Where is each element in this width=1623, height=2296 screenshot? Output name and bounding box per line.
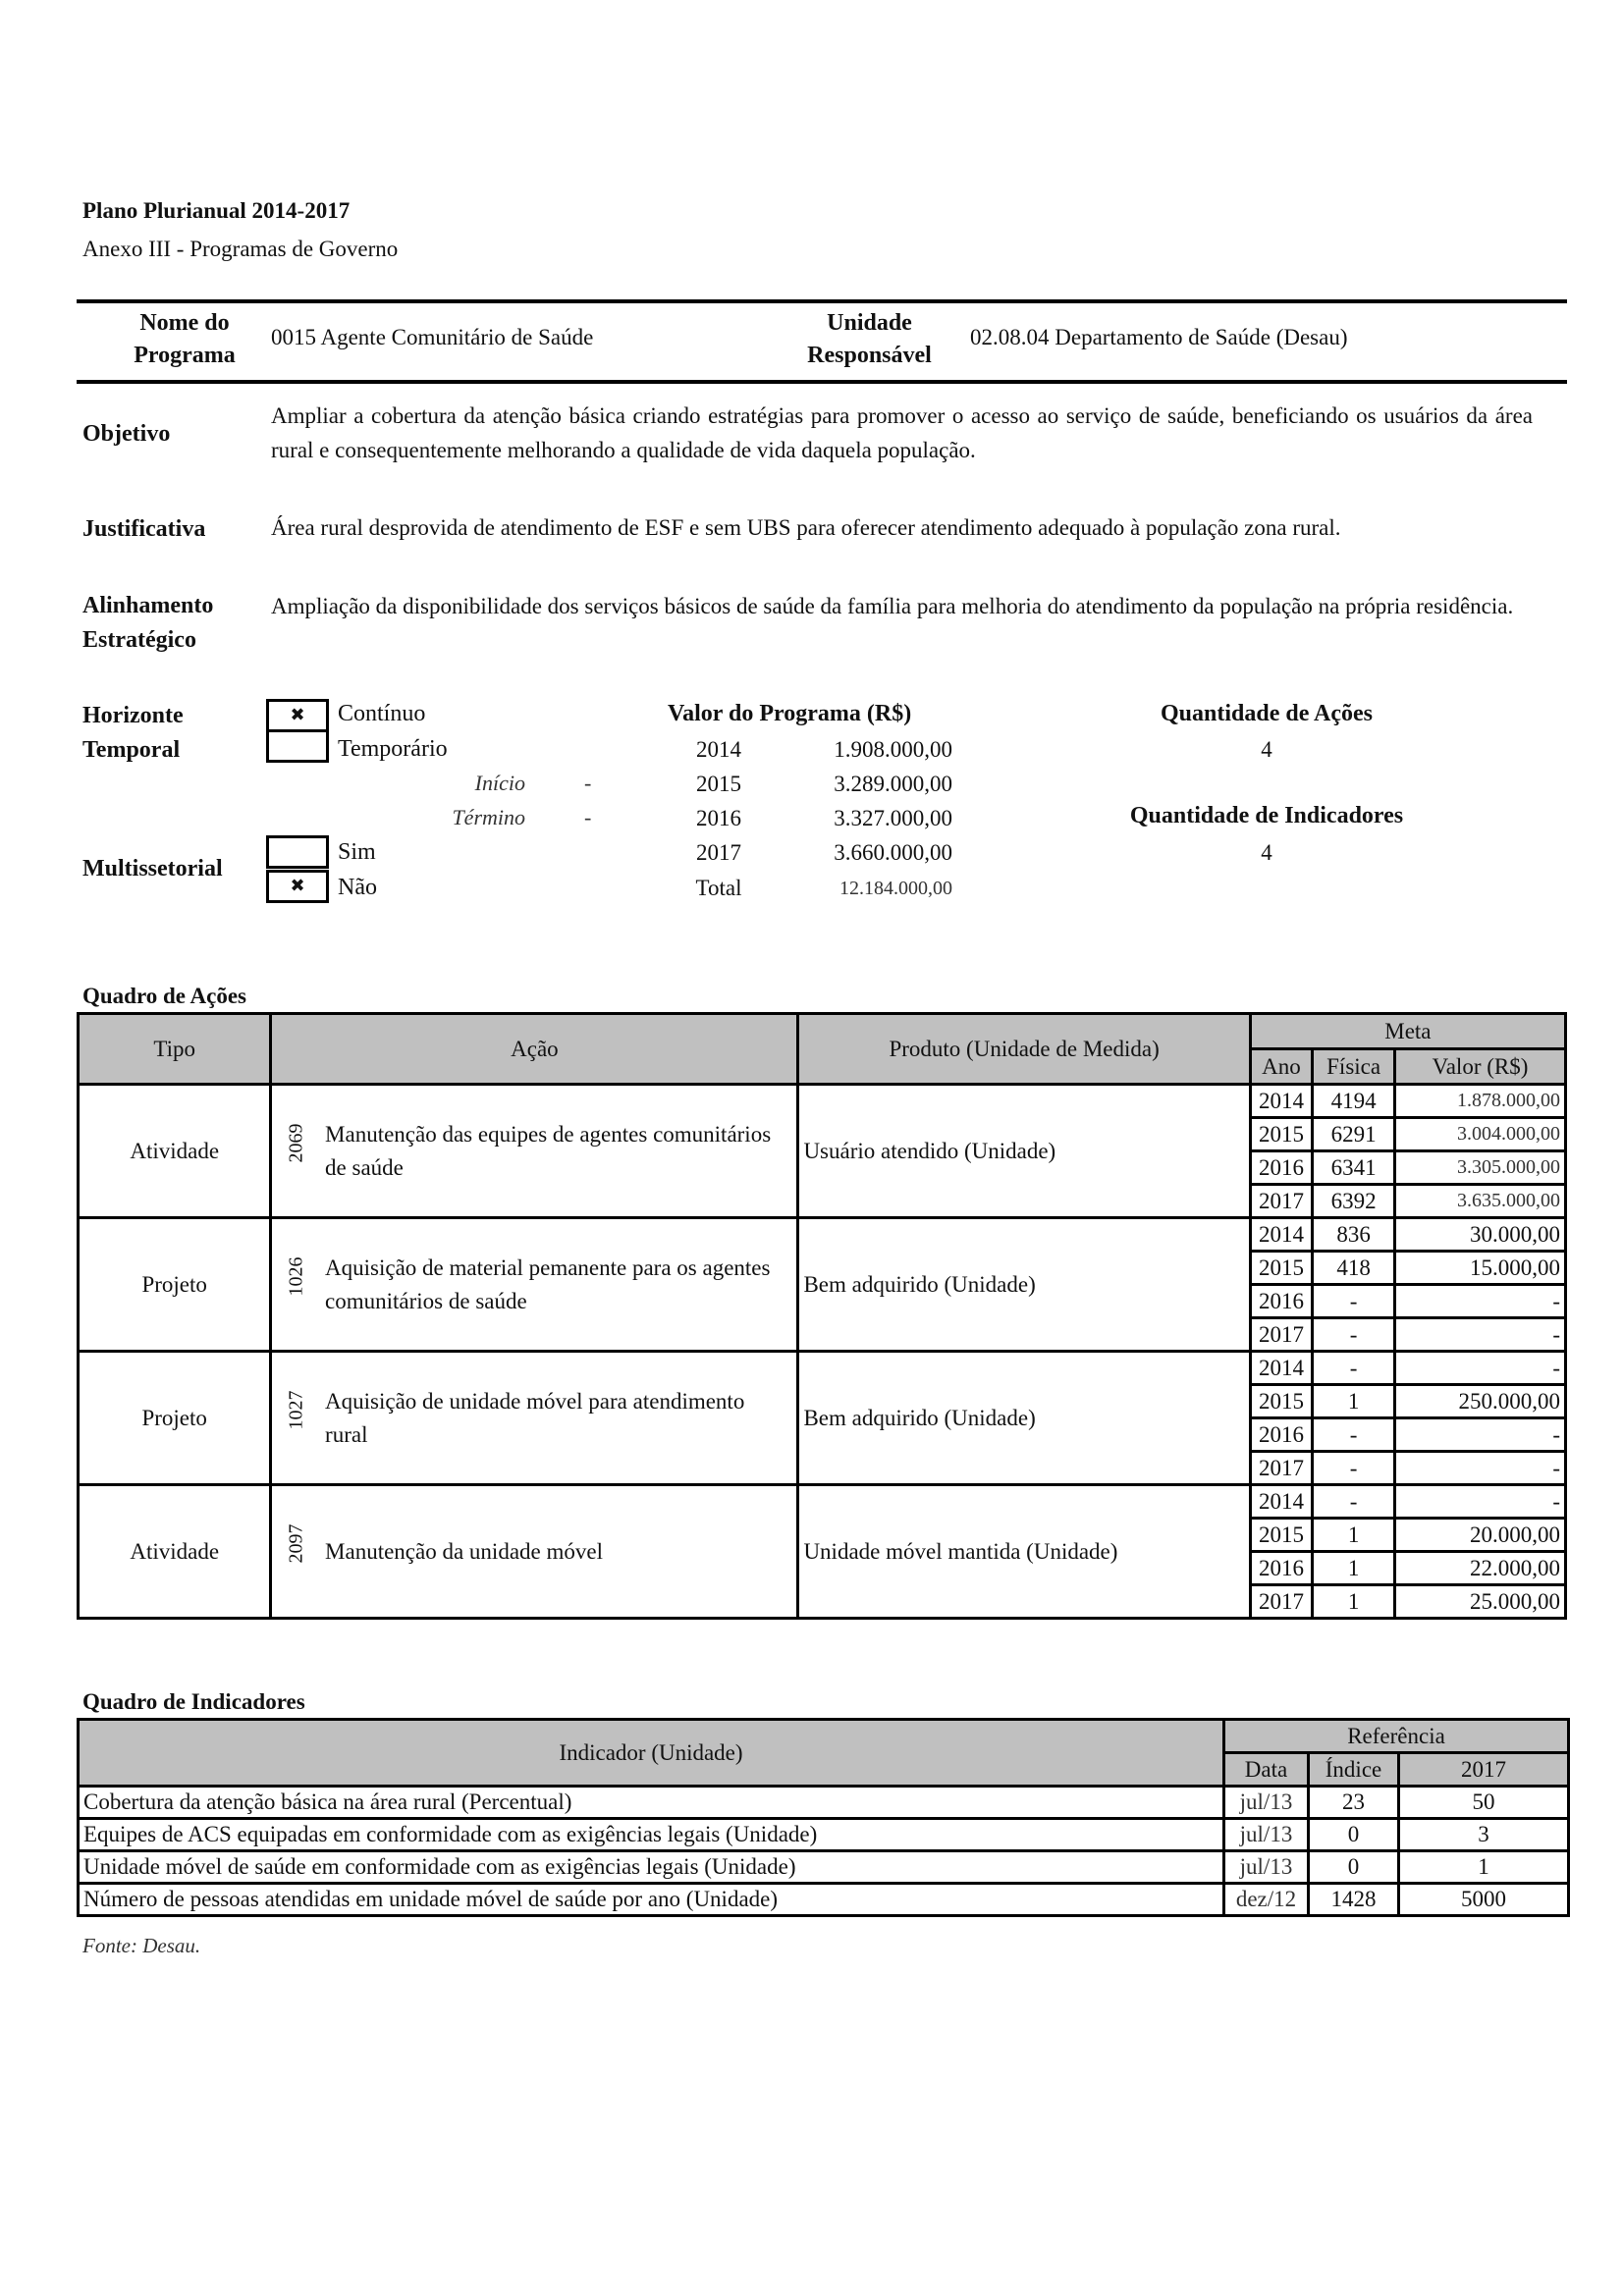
meta-valor: - [1395,1452,1566,1485]
meta-ano: 2014 [1250,1485,1312,1519]
indicator-index: 1428 [1309,1884,1399,1916]
temporario-checkbox[interactable] [266,729,329,763]
header-meta: Meta [1250,1014,1565,1049]
meta-ano: 2017 [1250,1318,1312,1352]
alinhamento-label [82,589,213,658]
meta-valor: 3.004.000,00 [1395,1118,1566,1151]
temporario-label: Temporário [338,736,448,762]
action-produto: Usuário atendido (Unidade) [798,1085,1250,1218]
meta-fisica: 418 [1313,1252,1395,1285]
quadro-indicadores-table [77,1718,1570,1917]
meta-ano: 2016 [1250,1552,1312,1585]
meta-valor: 15.000,00 [1395,1252,1566,1285]
meta-valor: 250.000,00 [1395,1385,1566,1418]
meta-ano: 2015 [1250,1118,1312,1151]
program-name-label-line2: Programa [134,343,236,368]
valor-amount: 3.289.000,00 [834,772,952,796]
indicator-target-2017: 1 [1399,1851,1569,1884]
valor-total-amount: 12.184.000,00 [839,878,952,899]
action-code: 1026 [285,1256,307,1296]
meta-fisica: 1 [1313,1552,1395,1585]
quantidade-acoes-value: 4 [1261,737,1272,762]
quadro-acoes-title: Quadro de Ações [82,984,246,1008]
meta-row [79,1485,1566,1519]
action-description: Aquisição de material pemanente para os agentes comunitários de saúde [321,1218,798,1352]
indicator-target-2017: 3 [1399,1819,1569,1851]
valor-programa-title: Valor do Programa (R$) [668,701,912,726]
inicio-value: - [584,771,592,795]
meta-valor: - [1395,1352,1566,1385]
indicator-date: jul/13 [1224,1787,1309,1819]
meta-valor: - [1395,1285,1566,1318]
meta-row [79,1352,1566,1385]
action-description: Manutenção da unidade móvel [321,1485,798,1619]
responsible-unit-label-line2: Responsável [807,343,932,368]
valor-amount: 1.908.000,00 [834,737,952,762]
alinhamento-text: Ampliação da disponibilidade dos serviços básicos de saúde da família para melhoria do atendimento da população na própria residência. [271,594,1514,618]
header-ano: Ano [1250,1049,1312,1085]
termino-value: - [584,805,592,829]
source-note: Fonte: Desau. [82,1934,201,1957]
meta-ano: 2017 [1250,1185,1312,1218]
meta-fisica: 1 [1313,1519,1395,1552]
meta-valor: - [1395,1485,1566,1519]
valor-year: 2014 [696,737,741,762]
indicator-date: dez/12 [1224,1884,1309,1916]
action-tipo: Projeto [79,1218,271,1352]
action-tipo: Atividade [79,1485,271,1619]
meta-ano: 2014 [1250,1218,1312,1252]
meta-fisica: - [1313,1452,1395,1485]
indicator-index: 0 [1309,1819,1399,1851]
meta-ano: 2014 [1250,1352,1312,1385]
horizonte-label-line1: Horizonte [82,703,184,728]
meta-fisica: 6291 [1313,1118,1395,1151]
sim-label: Sim [338,839,376,865]
indicator-target-2017: 50 [1399,1787,1569,1819]
meta-ano: 2016 [1250,1285,1312,1318]
action-code: 2097 [285,1523,307,1563]
meta-fisica: 1 [1313,1385,1395,1418]
alinhamento-label-line1: Alinhamento [82,593,214,618]
nao-label: Não [338,875,377,900]
valor-amount: 3.327.000,00 [834,806,952,830]
inicio-label: Início [474,771,525,795]
meta-fisica: - [1313,1285,1395,1318]
meta-ano: 2014 [1250,1085,1312,1118]
meta-valor: 20.000,00 [1395,1519,1566,1552]
header-acao: Ação [271,1014,798,1085]
indicator-date: jul/13 [1224,1851,1309,1884]
meta-valor: 30.000,00 [1395,1218,1566,1252]
meta-ano: 2017 [1250,1585,1312,1619]
header-indice: Índice [1309,1753,1399,1787]
quadro-indicadores-title: Quadro de Indicadores [82,1689,305,1714]
header-fisica: Física [1313,1049,1395,1085]
document-title: Plano Plurianual 2014-2017 [82,198,351,223]
meta-valor: 25.000,00 [1395,1585,1566,1619]
meta-ano: 2015 [1250,1385,1312,1418]
action-tipo: Projeto [79,1352,271,1485]
indicator-row [79,1851,1569,1884]
objetivo-text: Ampliar a cobertura da atenção básica criando estratégias para promover o acesso ao serviço de saúde, beneficiando os usuários da área rural e consequentemente melhorando a qualidade de vida daquela população. [271,403,1533,462]
header-ano-2017: 2017 [1399,1753,1569,1787]
meta-fisica: 836 [1313,1218,1395,1252]
justificativa-text: Área rural desprovida de atendimento de ESF e sem UBS para oferecer atendimento adequado à população zona rural. [271,515,1341,540]
program-name-label [116,307,253,372]
valor-year: 2015 [696,772,741,796]
horizonte-label-line2: Temporal [82,737,181,763]
indicator-name: Número de pessoas atendidas em unidade móvel de saúde por ano (Unidade) [79,1884,1224,1916]
indicator-name: Cobertura da atenção básica na área rural (Percentual) [79,1787,1224,1819]
indicator-row [79,1787,1569,1819]
continuo-checkbox[interactable]: ✖ [266,699,329,732]
meta-valor: 3.305.000,00 [1395,1151,1566,1185]
quantidade-indicadores-value: 4 [1261,840,1272,865]
indicator-name: Equipes de ACS equipadas em conformidade com as exigências legais (Unidade) [79,1819,1224,1851]
alinhamento-label-line2: Estratégico [82,627,196,653]
document-subtitle: Anexo III - Programas de Governo [82,237,399,261]
meta-fisica: - [1313,1352,1395,1385]
program-name-label-line1: Nome do [139,310,230,336]
meta-fisica: - [1313,1418,1395,1452]
meta-ano: 2017 [1250,1452,1312,1485]
meta-fisica: 4194 [1313,1085,1395,1118]
valor-amount: 3.660.000,00 [834,840,952,865]
indicator-target-2017: 5000 [1399,1884,1569,1916]
meta-valor: 1.878.000,00 [1395,1085,1566,1118]
valor-year: 2016 [696,806,741,830]
header-valor: Valor (R$) [1395,1049,1566,1085]
action-description: Aquisição de unidade móvel para atendimento rural [321,1352,798,1485]
responsible-unit-label-line1: Unidade [827,310,912,336]
meta-row [79,1218,1566,1252]
sim-checkbox[interactable] [266,835,329,869]
justificativa-label: Justificativa [82,516,206,542]
action-produto: Bem adquirido (Unidade) [798,1352,1250,1485]
action-produto: Unidade móvel mantida (Unidade) [798,1485,1250,1619]
nao-checkbox[interactable]: ✖ [266,870,329,903]
header-data: Data [1224,1753,1309,1787]
action-code: 2069 [285,1123,307,1162]
program-name-value: 0015 Agente Comunitário de Saúde [271,325,594,349]
multissetorial-label: Multissetorial [82,856,223,881]
meta-valor: 3.635.000,00 [1395,1185,1566,1218]
objetivo-label: Objetivo [82,421,171,447]
meta-fisica: 1 [1313,1585,1395,1619]
meta-fisica: - [1313,1485,1395,1519]
responsible-unit-label [784,307,955,372]
action-tipo: Atividade [79,1085,271,1218]
indicator-index: 23 [1309,1787,1399,1819]
indicator-date: jul/13 [1224,1819,1309,1851]
quantidade-indicadores-label: Quantidade de Indicadores [1129,803,1404,828]
action-code: 1027 [285,1390,307,1429]
meta-valor: 22.000,00 [1395,1552,1566,1585]
responsible-unit-value: 02.08.04 Departamento de Saúde (Desau) [970,325,1348,349]
termino-label: Término [452,805,525,829]
meta-fisica: 6392 [1313,1185,1395,1218]
indicator-row [79,1884,1569,1916]
meta-valor: - [1395,1318,1566,1352]
header-referencia: Referência [1224,1720,1569,1753]
meta-ano: 2015 [1250,1519,1312,1552]
meta-fisica: - [1313,1318,1395,1352]
quadro-acoes-table [77,1012,1567,1620]
meta-valor: - [1395,1418,1566,1452]
continuo-label: Contínuo [338,701,426,726]
meta-ano: 2015 [1250,1252,1312,1285]
action-description: Manutenção das equipes de agentes comunitários de saúde [321,1085,798,1218]
header-produto: Produto (Unidade de Medida) [798,1014,1250,1085]
indicator-index: 0 [1309,1851,1399,1884]
indicator-row [79,1819,1569,1851]
meta-ano: 2016 [1250,1418,1312,1452]
program-header-band [77,299,1567,384]
meta-ano: 2016 [1250,1151,1312,1185]
meta-row [79,1085,1566,1118]
valor-year: 2017 [696,840,741,865]
quantidade-acoes-label: Quantidade de Ações [1160,701,1374,726]
valor-total-label: Total [695,876,742,900]
meta-fisica: 6341 [1313,1151,1395,1185]
indicator-name: Unidade móvel de saúde em conformidade com as exigências legais (Unidade) [79,1851,1224,1884]
header-indicador: Indicador (Unidade) [79,1720,1224,1787]
action-produto: Bem adquirido (Unidade) [798,1218,1250,1352]
header-tipo: Tipo [79,1014,271,1085]
horizonte-temporal-label [82,699,184,768]
